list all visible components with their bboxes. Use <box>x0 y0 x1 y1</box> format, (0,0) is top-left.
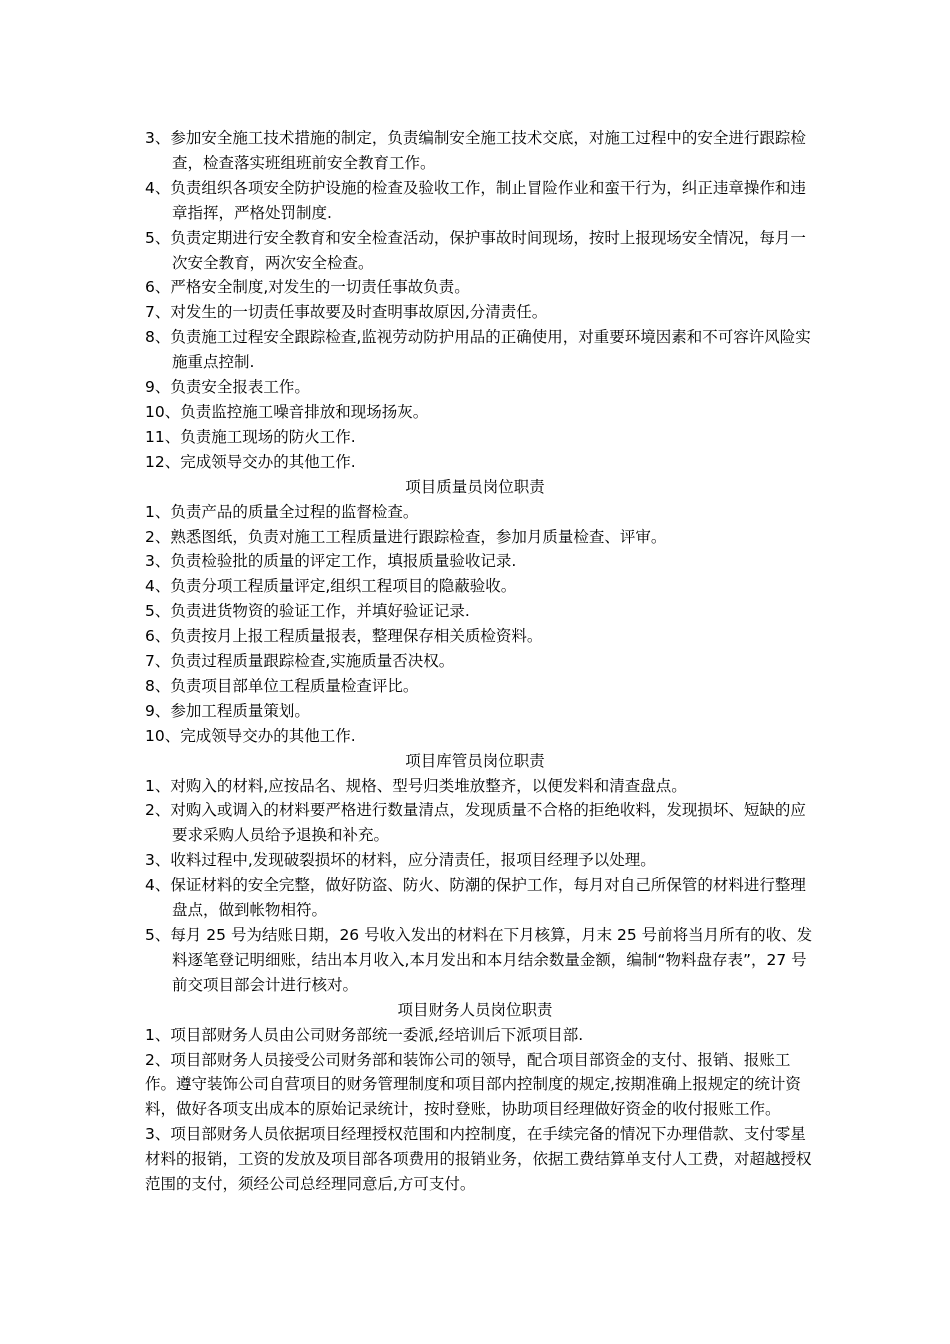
safety-item-6: 6、严格安全制度,对发生的一切责任事故负责。 <box>145 278 470 297</box>
safety-item-3: 3、参加安全施工技术措施的制定，负责编制安全施工技术交底，对施工过程中的安全进行跟踪检查，检查落实班组班前安全教育工作。 <box>145 129 806 172</box>
safety-item-11: 11、负责施工现场的防火工作. <box>145 427 356 446</box>
quality-item-8: 8、负责项目部单位工程质量检查评比。 <box>145 676 419 695</box>
quality-section-title: 项目质量员岗位职责 <box>405 477 545 496</box>
finance-item-1: 1、项目部财务人员由公司财务部统一委派,经培训后下派项目部. <box>145 1025 584 1044</box>
safety-item-4: 4、负责组织各项安全防护设施的检查及验收工作，制止冒险作业和蛮干行为，纠正违章操作和违章指挥，严格处罚制度. <box>145 178 806 222</box>
quality-item-4: 4、负责分项工程质量评定,组织工程项目的隐蔽验收。 <box>145 577 517 596</box>
warehouse-item-3: 3、收料过程中,发现破裂损坏的材料，应分清责任，报项目经理予以处理。 <box>145 851 656 870</box>
warehouse-section-title: 项目库管员岗位职责 <box>405 751 545 770</box>
warehouse-item-1: 1、对购入的材料,应按品名、规格、型号归类堆放整齐，以便发料和清查盘点。 <box>145 776 687 795</box>
quality-item-5: 5、负责进货物资的验证工作，并填好验证记录. <box>145 602 470 621</box>
finance-item-3: 3、项目部财务人员依据项目经理授权范围和内控制度，在手续完备的情况下办理借款、支付零星材料的报销，工资的发放及项目部各项费用的报销业务，依据工费结算单支付人工费，对超越授权范围的支付，须经公司总经理同意后,方可支付。 <box>145 1125 812 1194</box>
finance-section-title: 项目财务人员岗位职责 <box>397 1000 553 1019</box>
safety-item-8: 8、负责施工过程安全跟踪检查,监视劳动防护用品的正确使用，对重要环境因素和不可容许风险实施重点控制. <box>145 328 811 372</box>
quality-item-6: 6、负责按月上报工程质量报表，整理保存相关质检资料。 <box>145 627 543 646</box>
safety-item-9: 9、负责安全报表工作。 <box>145 378 310 397</box>
safety-item-12: 12、完成领导交办的其他工作. <box>145 452 356 471</box>
quality-item-2: 2、熟悉图纸，负责对施工工程质量进行跟踪检查，参加月质量检查、评审。 <box>145 527 667 546</box>
finance-item-2: 2、项目部财务人员接受公司财务部和装饰公司的领导，配合项目部资金的支付、报销、报账工作。遵守装饰公司自营项目的财务管理制度和项目部内控制度的规定,按期准确上报规定的统计资料，做好各项支出成本的原始记录统计，按时登账，协助项目经理做好资金的收付报账工作。 <box>145 1050 801 1119</box>
quality-item-3: 3、负责检验批的质量的评定工作，填报质量验收记录. <box>145 552 517 571</box>
safety-item-7: 7、对发生的一切责任事故要及时查明事故原因,分清责任。 <box>145 303 548 322</box>
warehouse-item-4: 4、保证材料的安全完整，做好防盗、防火、防潮的保护工作，每月对自己所保管的材料进行整理盘点，做到帐物相符。 <box>145 876 806 920</box>
document-page <box>145 126 815 1197</box>
warehouse-item-5: 5、每月 25 号为结账日期，26 号收入发出的材料在下月核算，月末 25 号前将当月所有的收、发料逐笔登记明细账，结出本月收入,本月发出和本月结余数量金额，编制“物料盘存表”，27 号前交项目部会计进行核对。 <box>145 926 813 994</box>
safety-item-10: 10、负责监控施工噪音排放和现场扬灰。 <box>145 402 429 421</box>
quality-item-1: 1、负责产品的质量全过程的监督检查。 <box>145 502 419 521</box>
quality-item-7: 7、负责过程质量跟踪检查,实施质量否决权。 <box>145 652 455 671</box>
quality-item-9: 9、参加工程质量策划。 <box>145 701 310 720</box>
warehouse-item-2: 2、对购入或调入的材料要严格进行数量清点，发现质量不合格的拒绝收料，发现损坏、短缺的应要求采购人员给予退换和补充。 <box>145 801 806 845</box>
safety-item-5: 5、负责定期进行安全教育和安全检查活动，保护事故时间现场，按时上报现场安全情况，每月一次安全教育，两次安全检查。 <box>145 228 806 272</box>
quality-item-10: 10、完成领导交办的其他工作. <box>145 726 356 745</box>
